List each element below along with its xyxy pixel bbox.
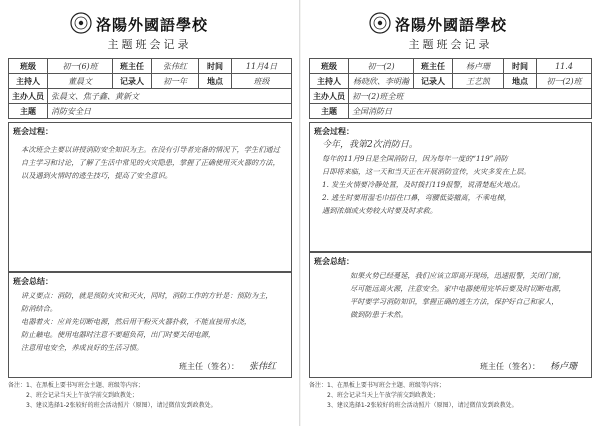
summary-line: 尽可能远离火源，注意安全。家中电器使用完毕后要及时切断电源， (350, 284, 566, 293)
process-box (8, 122, 292, 272)
process-line: 今年，我第2次消防日。 (322, 140, 418, 150)
organizers-label: 主办人员 (9, 89, 48, 104)
notes (309, 381, 594, 411)
summary-text (350, 269, 583, 321)
place-value: 初一(2)班 (537, 74, 592, 89)
form-title: 主题班会记录 (408, 38, 493, 51)
host-value: 杨晓欣、李明瀚 (349, 74, 414, 89)
class-value: 初一(2) (349, 59, 414, 74)
organizers-value: 初一(2)班全班 (349, 89, 592, 104)
theme-label: 主题 (310, 104, 349, 119)
summary-label: 班会总结： (314, 257, 354, 266)
head-teacher-label: 班主任 (113, 59, 152, 74)
recorder-label: 记录人 (113, 74, 152, 89)
form-title: 主题班会记录 (107, 38, 192, 51)
process-label: 班会过程： (314, 127, 354, 136)
recorder-value: 王艺凯 (453, 74, 504, 89)
notes (8, 381, 293, 411)
summary-line: 防止触电。使用电器时注意不要超负荷，出门时要关闭电源， (21, 330, 216, 339)
time-label: 时间 (504, 59, 537, 74)
head-teacher-label: 班主任 (414, 59, 453, 74)
process-line: 遇到浓烟或火势较大时要及时求救。 (322, 206, 438, 215)
organizers-value: 张晨文、焦子鑫、黄新文 (48, 89, 292, 104)
host-label: 主持人 (9, 74, 48, 89)
school-logo-icon (70, 12, 92, 34)
note-line: 3、建议选择1-2张较好的班会活动照片（原图），请过微信发到政教处。 (327, 402, 518, 409)
place-label: 地点 (199, 74, 232, 89)
signature-value: 张伟红 (249, 362, 277, 372)
summary-line: 平时要学习消防知识，掌握正确的逃生方法，保护好自己和家人， (350, 297, 559, 306)
right-record-sheet (301, 0, 600, 426)
signature-label: 班主任（签名）： (179, 362, 239, 371)
info-table (8, 58, 292, 119)
summary-text (21, 289, 283, 354)
summary-line: 讲义要点：消防，就是预防火灾和灭火，同时，消防工作的方针是：预防为主， (21, 291, 273, 300)
process-label: 班会过程： (13, 127, 53, 136)
summary-line: 注意用电安全，养成良好的生活习惯。 (21, 343, 144, 352)
signature-label: 班主任（签名）： (480, 362, 540, 371)
process-line: 每年的11月9日是全国消防日，因为每年一度的“119”消防 (322, 154, 508, 163)
sheet-header (0, 6, 299, 32)
school-name: 洛陽外國語學校 (96, 16, 209, 34)
time-label: 时间 (199, 59, 232, 74)
theme-label: 主题 (9, 104, 48, 119)
organizers-label: 主办人员 (310, 89, 349, 104)
info-table (309, 58, 592, 119)
summary-line: 如果火势已经蔓延，我们应该立即离开现场，迅速报警，关闭门窗， (350, 271, 566, 280)
place-label: 地点 (504, 74, 537, 89)
note-line: 2、班会记录当天上午放学前交到政教处； (26, 392, 138, 399)
school-name: 洛陽外國語學校 (395, 16, 508, 34)
note-line: 备注：1、在黑板上要书写班会主题、班级等内容； (309, 382, 445, 389)
time-value: 11.4 (537, 59, 592, 74)
process-line: 日即将来临，这一天和当天正在开展消防宣传，火灾多发在上层。 (322, 167, 531, 176)
theme-value: 全国消防日 (349, 104, 592, 119)
school-logo-icon (369, 12, 391, 34)
note-line: 2、班会记录当天上午放学前交到政教处； (327, 392, 439, 399)
note-line: 3、建议选择1-2张较好的班会活动照片（原图），请过微信发到政教处。 (26, 402, 217, 409)
process-line: 1. 发生火情要冷静处置，及时拨打119报警，说清楚起火地点。 (322, 180, 525, 189)
process-text (322, 139, 583, 217)
process-line: 2. 逃生时要用湿毛巾捂住口鼻，弯腰低姿撤离，不乘电梯， (322, 193, 511, 202)
summary-line: 电器着火：应首先切断电源，然后用干粉灭火器扑救，不能直接用水浇， (21, 317, 252, 326)
host-label: 主持人 (310, 74, 349, 89)
recorder-value: 初一年 (152, 74, 199, 89)
time-value: 11月4日 (232, 59, 292, 74)
process-box (309, 122, 592, 252)
class-label: 班级 (9, 59, 48, 74)
theme-value: 消防安全日 (48, 104, 292, 119)
summary-box (309, 252, 592, 378)
host-value: 董晨文 (48, 74, 113, 89)
note-line: 备注：1、在黑板上要书写班会主题、班级等内容； (8, 382, 144, 389)
class-value: 初一(6)班 (48, 59, 113, 74)
place-value: 班级 (232, 74, 292, 89)
summary-label: 班会总结： (13, 277, 53, 286)
head-teacher-value: 张伟红 (152, 59, 199, 74)
summary-line: 防消结合。 (21, 304, 57, 313)
summary-box (8, 272, 292, 378)
summary-line: 做到防患于未然。 (350, 310, 408, 319)
recorder-label: 记录人 (414, 74, 453, 89)
process-text: 本次班会主要以讲授消防安全知识为主。在没有引导者完备的情况下，学生们通过自主学习和讨论，了解了生活中常见的火灾隐患，掌握了正确使用灭火器的方法，以及遇到火情时的逃生技巧，提高了安全意识。 (21, 145, 280, 180)
head-teacher-value: 杨卢珊 (453, 59, 504, 74)
sheet-header (301, 6, 600, 32)
class-label: 班级 (310, 59, 349, 74)
signature-value: 杨卢珊 (550, 362, 578, 372)
